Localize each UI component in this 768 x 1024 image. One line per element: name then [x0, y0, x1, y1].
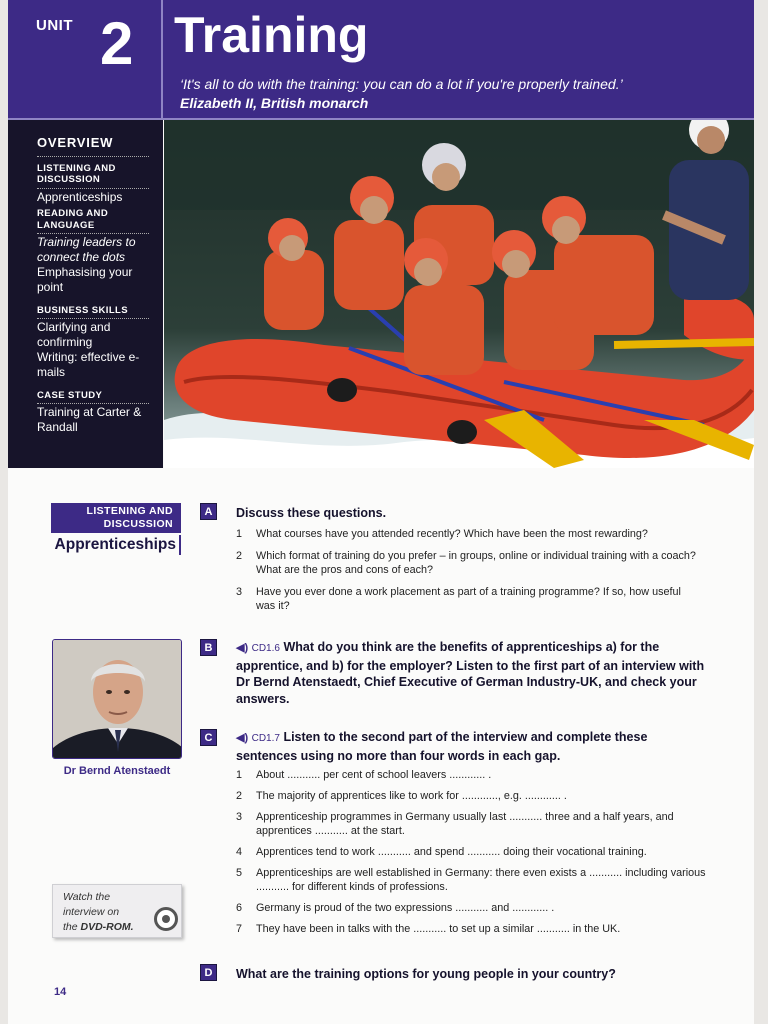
question-text: Apprenticeship programmes in Germany usually last ........... three and a half years, and apprentices ........... at the start. — [256, 811, 674, 837]
overview-item[interactable]: Training at Carter & Randall — [37, 404, 142, 434]
question — [236, 789, 711, 803]
exercise-badge-d: D — [200, 964, 217, 981]
question — [236, 866, 711, 894]
question — [236, 768, 711, 782]
section-heading: LISTENING AND DISCUSSION — [86, 505, 173, 531]
overview-heading: READING AND LANGUAGE — [37, 208, 149, 234]
question-number: 2 — [236, 790, 243, 802]
question-text: About ........... per cent of school leavers ............ . — [256, 769, 492, 781]
question-number: 1 — [236, 528, 243, 540]
question-number: 7 — [236, 923, 243, 935]
exercise-a-questions — [236, 527, 696, 613]
page-number: 14 — [54, 986, 67, 998]
question-text: Apprenticeships are well established in Germany: there even exists a ........... including various ........... for different kinds of professions. — [256, 867, 706, 893]
section-heading-box — [51, 503, 181, 533]
question — [236, 922, 711, 936]
question — [236, 585, 696, 613]
exercise-c-questions — [236, 768, 711, 936]
exercise-badge-b: B — [200, 639, 217, 656]
overview-heading: BUSINESS SKILLS — [37, 305, 149, 319]
exercise-c-heading — [236, 729, 676, 764]
question-text: Have you ever done a work placement as part of a training programme? If so, how useful was it? — [256, 586, 681, 612]
exercise-b-text: What do you think are the benefits of apprenticeships a) for the apprentice, and b) for the employer? Listen to the first part of an interview with Dr Bernd Atenstaedt, Chief Executive of German Industry-UK, and check your answers. — [236, 640, 705, 706]
unit-box — [8, 0, 163, 118]
question — [236, 527, 696, 541]
question-number: 3 — [236, 811, 243, 823]
quote: ‘It's all to do with the training: you can do a lot if you're properly trained.’ — [180, 76, 623, 92]
dvd-note[interactable] — [52, 884, 182, 938]
exercise-d-heading: What are the training options for young people in your country? — [236, 967, 616, 981]
question-text: Apprentices tend to work ........... and spend ........... doing their vocational training. — [256, 846, 647, 858]
question-text: The majority of apprentices like to work for ............, e.g. ............ . — [256, 790, 567, 802]
question-text: Germany is proud of the two expressions ........... and ............ . — [256, 902, 555, 914]
exercise-a-heading: Discuss these questions. — [236, 506, 387, 520]
overview-item[interactable]: Training leaders to connect the dots — [37, 235, 136, 264]
question — [236, 549, 696, 577]
question-text: What courses have you attended recently? Which have been the most rewarding? — [256, 528, 648, 540]
question-text: They have been in talks with the ........... to set up a similar ........... in the UK. — [256, 923, 621, 935]
unit-header — [8, 0, 754, 118]
question — [236, 845, 711, 859]
question-number: 6 — [236, 902, 243, 914]
exercise-b-heading — [236, 639, 716, 707]
question — [236, 901, 711, 915]
overview-title: OVERVIEW — [37, 135, 149, 157]
question-number: 5 — [236, 867, 243, 879]
page-title: Training — [174, 7, 369, 63]
rafting-photo — [164, 120, 754, 468]
overview-panel — [8, 120, 163, 468]
question-number: 2 — [236, 550, 243, 562]
cd-track: CD1.7 — [251, 733, 280, 744]
dvd-line: Watch the — [63, 891, 111, 903]
overview-heading: LISTENING AND DISCUSSION — [37, 163, 149, 189]
dvd-text: the — [63, 921, 81, 933]
overview-item[interactable]: Clarifying and confirming — [37, 320, 111, 349]
question-text: Which format of training do you prefer – in groups, online or individual training with a coach? What are the pros and cons of each? — [256, 550, 696, 576]
overview-heading: CASE STUDY — [37, 390, 149, 404]
overview-item[interactable]: Writing: effective e-mails — [37, 350, 140, 379]
exercise-badge-a: A — [200, 503, 217, 520]
quote-author: Elizabeth II, British monarch — [180, 95, 369, 111]
overview-item[interactable]: Emphasising your point — [37, 265, 133, 295]
question-number: 3 — [236, 586, 243, 598]
textbook-page — [8, 0, 754, 1024]
dvd-text-bold: DVD-ROM. — [80, 921, 134, 933]
question-number: 4 — [236, 846, 243, 858]
interviewee-photo — [52, 639, 182, 759]
dvd-line: interview on — [63, 906, 120, 918]
question-number: 1 — [236, 769, 243, 781]
audio-icon[interactable]: ◀) — [236, 732, 249, 744]
photo-caption: Dr Bernd Atenstaedt — [63, 765, 171, 777]
unit-number: 2 — [100, 10, 134, 77]
audio-icon[interactable]: ◀) — [236, 642, 249, 654]
dvd-disc-icon — [154, 907, 178, 931]
cd-track: CD1.6 — [251, 643, 280, 654]
exercise-c-text: Listen to the second part of the interview and complete these sentences using no more than four words in each gap. — [236, 730, 648, 763]
exercise-badge-c: C — [200, 729, 217, 746]
question — [236, 810, 711, 838]
section-subheading: Apprenticeships — [44, 535, 181, 555]
unit-label: UNIT — [36, 17, 73, 34]
overview-item[interactable]: Apprenticeships — [37, 189, 123, 204]
